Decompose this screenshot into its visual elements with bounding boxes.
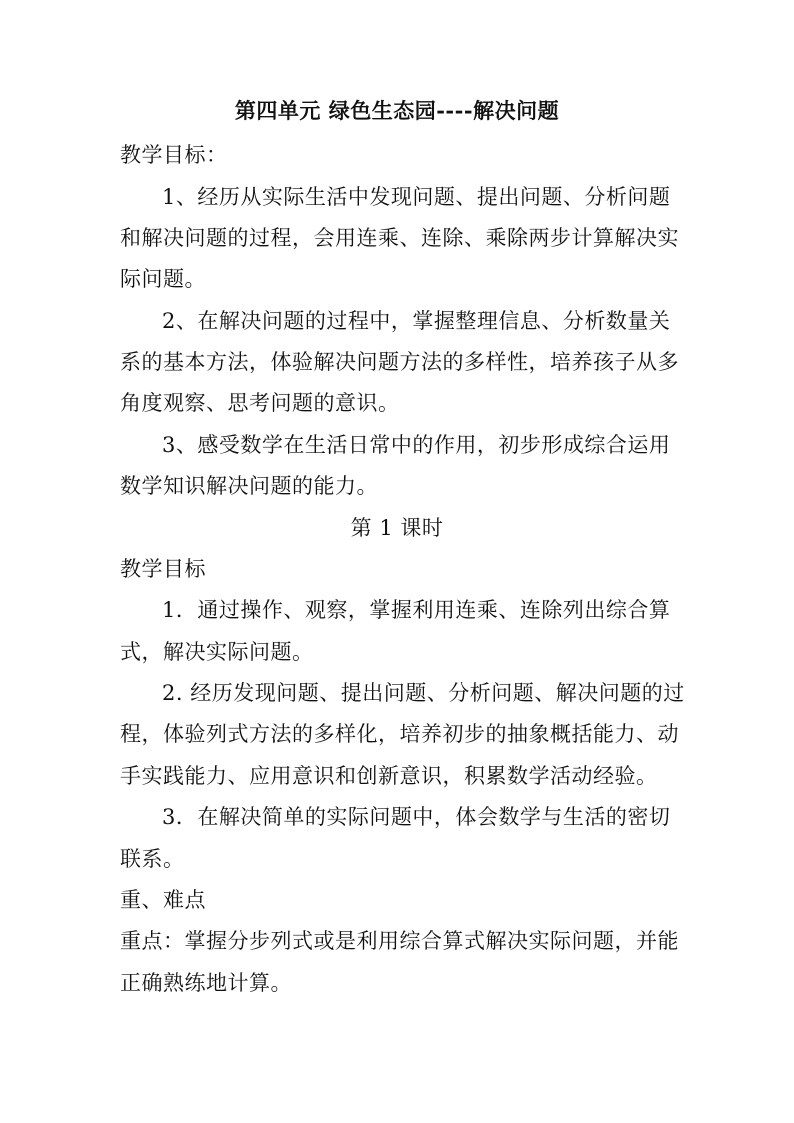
unit-goal-1-line-2: 和解决问题的过程，会用连乘、连除、乘除两步计算解决实 (120, 226, 679, 250)
key-point-line-2: 正确熟练地计算。 (120, 971, 292, 995)
lesson-goal-2-line-3: 手实践能力、应用意识和创新意识，积累数学活动经验。 (120, 764, 658, 788)
unit-goal-1-line-1: 1、经历从实际生活中发现问题、提出问题、分析问题 (162, 185, 671, 209)
unit-goal-3-line-1: 3、感受数学在生活日常中的作用，初步形成综合运用 (162, 433, 671, 457)
unit-goal-2-line-2: 系的基本方法，体验解决问题方法的多样性，培养孩子从多 (120, 350, 679, 374)
unit-goal-3-line-2: 数学知识解决问题的能力。 (120, 474, 378, 498)
unit-goal-2-line-1: 2、在解决问题的过程中，掌握整理信息、分析数量关 (162, 309, 671, 333)
key-points-heading: 重、难点 (120, 888, 206, 912)
key-point-line-1: 重点：掌握分步列式或是利用综合算式解决实际问题，并能 (120, 929, 679, 953)
lesson-goal-2-line-1: 2. 经历发现问题、提出问题、分析问题、解决问题的过 (162, 681, 685, 705)
lesson-title: 第 1 课时 (350, 516, 444, 540)
unit-goal-1-line-3: 际问题。 (120, 267, 206, 291)
lesson-goal-2-line-2: 程，体验列式方法的多样化，培养初步的抽象概括能力、动 (120, 722, 679, 746)
lesson-goals-heading: 教学目标 (120, 557, 206, 581)
document-title: 第四单元 绿色生态园----解决问题 (234, 98, 560, 123)
lesson-goal-3-line-1: 3．在解决简单的实际问题中，体会数学与生活的密切 (162, 805, 671, 829)
unit-goal-2-line-3: 角度观察、思考问题的意识。 (120, 391, 400, 415)
unit-goals-heading: 教学目标： (120, 143, 228, 167)
lesson-goal-1-line-2: 式，解决实际问题。 (120, 640, 314, 664)
lesson-goal-3-line-2: 联系。 (120, 847, 185, 871)
lesson-goal-1-line-1: 1．通过操作、观察，掌握利用连乘、连除列出综合算 (162, 598, 671, 622)
